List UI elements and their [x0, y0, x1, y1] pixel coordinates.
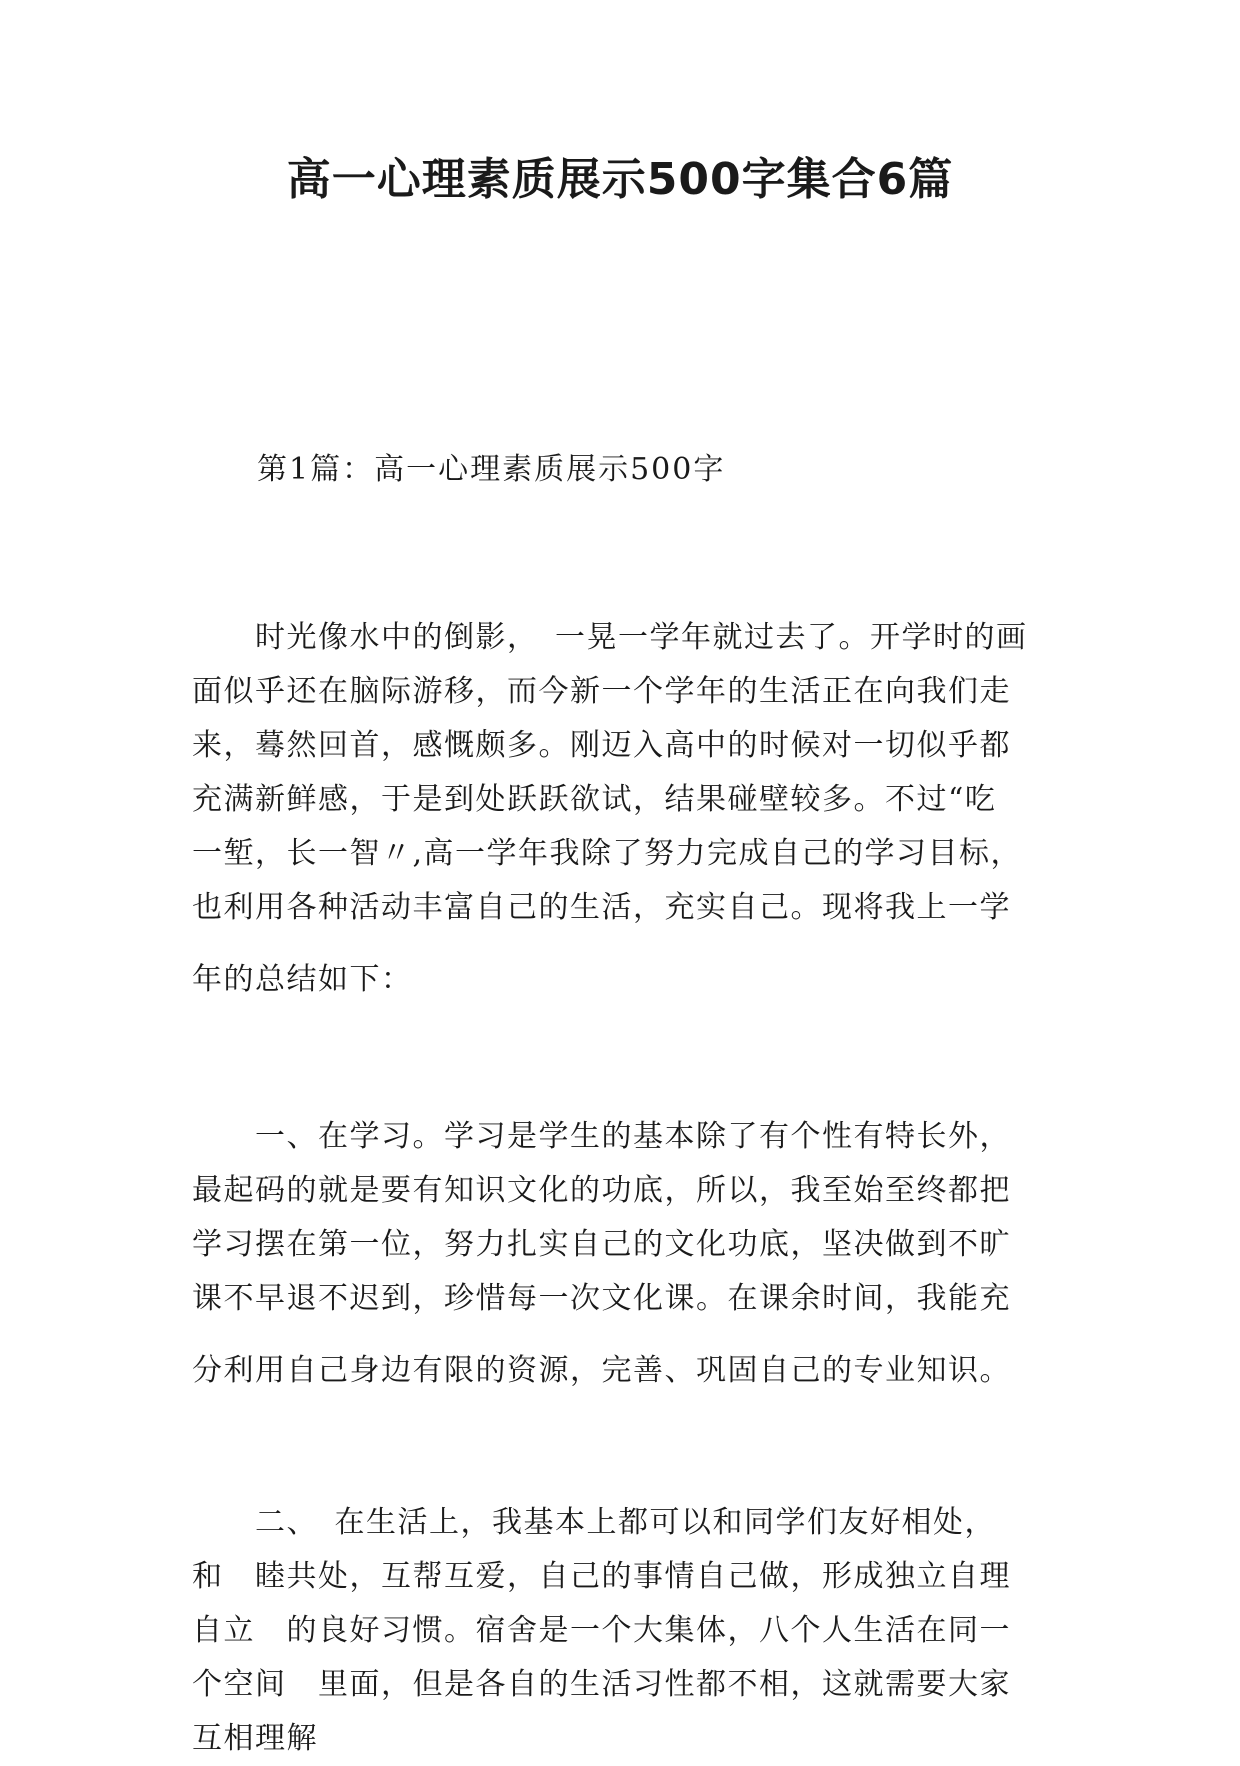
- paragraph-2: [192, 1110, 1054, 1398]
- paragraph-line: 自立 的良好习惯。宿舍是一个大集体，八个人生活在同一: [192, 1613, 1011, 1648]
- paragraph-line: 二、 在生活上，我基本上都可以和同学们友好相处，: [192, 1505, 996, 1540]
- paragraph-line: 面似乎还在脑际游移，而今新一个学年的生活正在向我们走: [192, 674, 1011, 709]
- paragraph-line: 学习摆在第一位，努力扎实自己的文化功底，坚决做到不旷: [192, 1227, 1011, 1262]
- paragraph-line: 课不早退不迟到，珍惜每一次文化课。在课余时间，我能充: [192, 1281, 1011, 1316]
- paragraph-line: 分利用自己身边有限的资源，完善、巩固自己的专业知识。: [192, 1353, 1011, 1388]
- paragraph-1: [192, 611, 1054, 1007]
- paragraph-3: [192, 1496, 1054, 1766]
- paragraph-line: 时光像水中的倒影， 一晃一学年就过去了。开学时的画: [192, 620, 1028, 655]
- paragraph-line: 充满新鲜感，于是到处跃跃欲试，结果碰壁较多。不过“吃: [192, 782, 997, 817]
- paragraph-line: 一、在学习。学习是学生的基本除了有个性有特长外，: [192, 1119, 1011, 1154]
- paragraph-line: 和 睦共处，互帮互爱，自己的事情自己做，形成独立自理: [192, 1559, 1011, 1594]
- paragraph-line: 个空间 里面，但是各自的生活习性都不相，这就需要大家: [192, 1667, 1011, 1702]
- paragraph-line: 一堑，长一智〃,高一学年我除了努力完成自己的学习目标，: [192, 836, 1023, 871]
- document-title: 高一心理素质展示500字集合6篇: [286, 154, 954, 205]
- section-heading: 第1篇：高一心理素质展示500字: [257, 452, 726, 487]
- paragraph-line: 也利用各种活动丰富自己的生活，充实自己。现将我上一学: [192, 890, 1011, 925]
- paragraph-line: 年的总结如下：: [192, 962, 413, 997]
- paragraph-line: 互相理解: [192, 1721, 318, 1756]
- paragraph-line: 来，蓦然回首，感慨颇多。刚迈入高中的时候对一切似乎都: [192, 728, 1011, 763]
- paragraph-line: 最起码的就是要有知识文化的功底，所以，我至始至终都把: [192, 1173, 1011, 1208]
